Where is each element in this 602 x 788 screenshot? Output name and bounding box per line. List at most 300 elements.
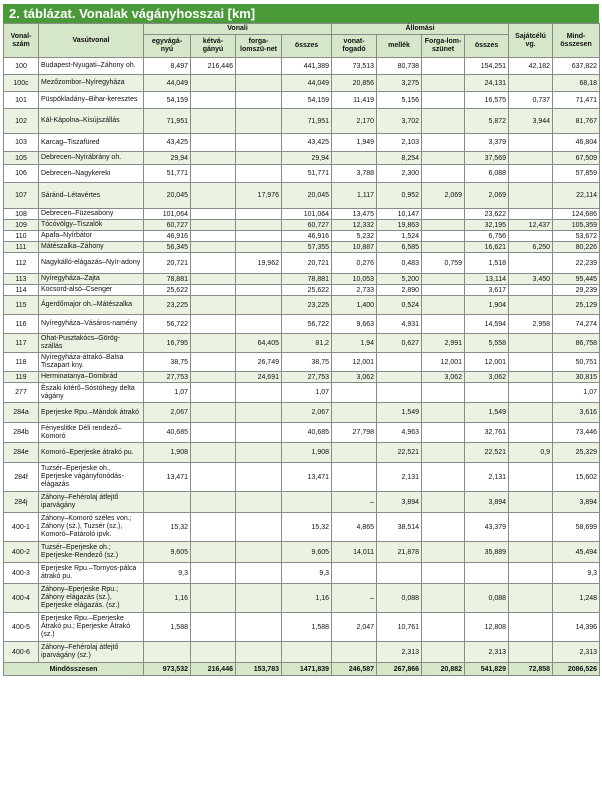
table-row — [4, 584, 600, 613]
table-row — [4, 642, 600, 663]
row-name: Debrecen–Nyírábrány oh. — [39, 152, 144, 165]
cell — [236, 513, 282, 542]
group-allomasi: Állomási — [332, 24, 509, 35]
cell: 24,131 — [465, 75, 509, 92]
cell: 46,804 — [553, 134, 600, 152]
cell — [509, 492, 553, 513]
cell — [236, 403, 282, 423]
cell — [236, 563, 282, 584]
cell: 3,788 — [332, 165, 377, 183]
cell — [191, 165, 236, 183]
cell: 27,753 — [282, 372, 332, 383]
cell: 44,049 — [282, 75, 332, 92]
cell — [509, 296, 553, 315]
cell: 3,944 — [509, 109, 553, 134]
cell — [191, 285, 236, 296]
row-id: 118 — [4, 353, 39, 372]
cell: 5,156 — [377, 92, 422, 109]
cell: 14,011 — [332, 542, 377, 563]
row-name: Záhony–Komoró széles von.; Záhony (sz.), Tuzsér (sz.), Komoró–Fatároló ipvk. — [39, 513, 144, 542]
table-row — [4, 109, 600, 134]
cell: 46,916 — [144, 231, 191, 242]
cell: 12,332 — [332, 220, 377, 231]
row-name: Mátészalka–Záhony — [39, 242, 144, 253]
cell — [332, 563, 377, 584]
cell: 1,117 — [332, 183, 377, 209]
cell: 12,808 — [465, 613, 509, 642]
cell: 16,575 — [465, 92, 509, 109]
cell: 29,94 — [282, 152, 332, 165]
cell: 8,254 — [377, 152, 422, 165]
table-body — [4, 58, 600, 663]
cell: 10,887 — [332, 242, 377, 253]
cell: – — [332, 492, 377, 513]
cell: 13,471 — [144, 463, 191, 492]
row-id: 100c — [4, 75, 39, 92]
cell: 0,759 — [422, 253, 465, 274]
total-cell: 2086,526 — [553, 663, 600, 676]
row-name: Záhony–Eperjeske Rpu.; Záhony elágazás (sz.), Eperjeske elágazás. (sz.) — [39, 584, 144, 613]
row-name: Mezőzombor–Nyíregyháza — [39, 75, 144, 92]
row-name: Eperjeske Rpu.–Eperjeske Átrakó pu.; Eperjeske Átrakó (sz.) — [39, 613, 144, 642]
row-name: Debrecen–Nagykereki — [39, 165, 144, 183]
cell: 56,345 — [144, 242, 191, 253]
cell — [422, 642, 465, 663]
cell: 4,931 — [377, 315, 422, 334]
cell — [422, 220, 465, 231]
cell: 5,558 — [465, 334, 509, 353]
row-id: 284j — [4, 492, 39, 513]
cell: 44,049 — [144, 75, 191, 92]
row-id: 103 — [4, 134, 39, 152]
cell: 0,483 — [377, 253, 422, 274]
col-ketvaganyu: kétvá-gányú — [191, 35, 236, 58]
cell — [422, 423, 465, 443]
cell — [422, 209, 465, 220]
cell: 22,114 — [553, 183, 600, 209]
cell — [191, 372, 236, 383]
row-id: 119 — [4, 372, 39, 383]
cell — [377, 563, 422, 584]
cell — [465, 383, 509, 403]
cell: 5,232 — [332, 231, 377, 242]
cell: 74,274 — [553, 315, 600, 334]
table-row — [4, 183, 600, 209]
cell: 2,069 — [465, 183, 509, 209]
cell: 78,881 — [282, 274, 332, 285]
cell — [236, 423, 282, 443]
cell: 14,594 — [465, 315, 509, 334]
cell — [191, 584, 236, 613]
cell — [509, 423, 553, 443]
cell — [191, 209, 236, 220]
cell — [191, 242, 236, 253]
cell: 29,94 — [144, 152, 191, 165]
cell: 54,159 — [282, 92, 332, 109]
cell — [191, 134, 236, 152]
row-id: 107 — [4, 183, 39, 209]
row-id: 106 — [4, 165, 39, 183]
table-row — [4, 463, 600, 492]
cell: 25,329 — [553, 443, 600, 463]
cell: 13,471 — [282, 463, 332, 492]
cell — [282, 492, 332, 513]
cell: 11,419 — [332, 92, 377, 109]
cell — [236, 296, 282, 315]
cell: 3,062 — [465, 372, 509, 383]
cell: 9,605 — [144, 542, 191, 563]
cell: 9,3 — [144, 563, 191, 584]
cell: 0,088 — [465, 584, 509, 613]
cell: 81,2 — [282, 334, 332, 353]
cell: 80,738 — [377, 58, 422, 75]
cell — [509, 584, 553, 613]
row-name: Apafa–Nyírbátor — [39, 231, 144, 242]
cell — [509, 542, 553, 563]
table-row — [4, 75, 600, 92]
cell: 5,200 — [377, 274, 422, 285]
cell: 101,064 — [144, 209, 191, 220]
cell: 0,737 — [509, 92, 553, 109]
cell: 2,313 — [465, 642, 509, 663]
cell: 2,131 — [377, 463, 422, 492]
cell: 4,963 — [377, 423, 422, 443]
cell — [282, 642, 332, 663]
cell — [236, 109, 282, 134]
cell: 23,225 — [282, 296, 332, 315]
cell: 51,771 — [144, 165, 191, 183]
cell: 73,513 — [332, 58, 377, 75]
total-cell: 246,587 — [332, 663, 377, 676]
cell: 13,475 — [332, 209, 377, 220]
table-row — [4, 403, 600, 423]
cell: 43,425 — [282, 134, 332, 152]
cell: 38,75 — [282, 353, 332, 372]
cell: 68,18 — [553, 75, 600, 92]
table-row — [4, 274, 600, 285]
cell: 2,067 — [282, 403, 332, 423]
cell: 10,761 — [377, 613, 422, 642]
col-osszes: összes — [282, 35, 332, 58]
row-name: Tuzsér–Eperjeske oh.; Eperjeske-Rendező (sz.) — [39, 542, 144, 563]
cell — [191, 513, 236, 542]
cell: 1,248 — [553, 584, 600, 613]
row-id: 109 — [4, 220, 39, 231]
cell: 3,062 — [332, 372, 377, 383]
cell — [509, 152, 553, 165]
cell: 17,976 — [236, 183, 282, 209]
cell: 0,524 — [377, 296, 422, 315]
cell: 15,602 — [553, 463, 600, 492]
cell — [144, 642, 191, 663]
cell: 0,952 — [377, 183, 422, 209]
total-cell: 153,783 — [236, 663, 282, 676]
cell: 8,497 — [144, 58, 191, 75]
cell — [509, 209, 553, 220]
cell — [422, 296, 465, 315]
cell — [422, 542, 465, 563]
col-mindosszesen: Mind-összesen — [553, 24, 600, 58]
cell: 60,727 — [144, 220, 191, 231]
cell — [422, 152, 465, 165]
cell: 2,313 — [553, 642, 600, 663]
row-name: Nagykálló-elágazás–Nyír-adony — [39, 253, 144, 274]
cell — [236, 613, 282, 642]
row-name: Tuzsér–Eperjeske oh., Eperjeske vágányfonódás-elágazás — [39, 463, 144, 492]
cell — [422, 231, 465, 242]
cell: 2,069 — [422, 183, 465, 209]
row-id: 284e — [4, 443, 39, 463]
cell — [191, 613, 236, 642]
cell: 51,771 — [282, 165, 332, 183]
table-row — [4, 220, 600, 231]
cell — [332, 403, 377, 423]
row-name: Fényeslitke Déli rendező–Komoró — [39, 423, 144, 443]
cell: 73,446 — [553, 423, 600, 443]
cell: 43,425 — [144, 134, 191, 152]
row-id: 400-5 — [4, 613, 39, 642]
total-label: Mindösszesen — [4, 663, 144, 676]
cell — [422, 463, 465, 492]
row-name: Kál-Kápolna–Kisújszállás — [39, 109, 144, 134]
cell: 12,001 — [332, 353, 377, 372]
table-row — [4, 296, 600, 315]
cell: 1,07 — [282, 383, 332, 403]
cell: 0,088 — [377, 584, 422, 613]
cell: 3,450 — [509, 274, 553, 285]
cell: 1,07 — [144, 383, 191, 403]
cell — [236, 542, 282, 563]
cell: 0,9 — [509, 443, 553, 463]
cell: 3,379 — [465, 134, 509, 152]
total-cell: 541,829 — [465, 663, 509, 676]
cell: 78,881 — [144, 274, 191, 285]
cell — [191, 274, 236, 285]
cell — [422, 613, 465, 642]
cell — [509, 183, 553, 209]
col-vonatfogado: vonat-fogadó — [332, 35, 377, 58]
cell: 71,951 — [144, 109, 191, 134]
cell — [509, 231, 553, 242]
table-row — [4, 383, 600, 403]
col-sajatcelu: Sajátcélú vg. — [509, 24, 553, 58]
table-row — [4, 315, 600, 334]
row-id: 100 — [4, 58, 39, 75]
cell: 23,225 — [144, 296, 191, 315]
row-name: Záhony–Fehérolaj átfejtő iparvágány — [39, 492, 144, 513]
cell — [191, 463, 236, 492]
cell: 19,863 — [377, 220, 422, 231]
cell: 0,276 — [332, 253, 377, 274]
row-name: Tócóvölgy–Tiszalök — [39, 220, 144, 231]
cell: 16,795 — [144, 334, 191, 353]
cell: 1,524 — [377, 231, 422, 242]
table-row — [4, 423, 600, 443]
cell: 13,114 — [465, 274, 509, 285]
table-row — [4, 285, 600, 296]
cell — [332, 152, 377, 165]
cell: 1,908 — [282, 443, 332, 463]
table-row — [4, 58, 600, 75]
total-row — [4, 663, 600, 676]
cell: 56,722 — [282, 315, 332, 334]
cell — [191, 334, 236, 353]
cell — [236, 463, 282, 492]
cell — [422, 563, 465, 584]
table-header — [4, 24, 600, 58]
row-name: Nyíregyháza–Zajta — [39, 274, 144, 285]
table-row — [4, 334, 600, 353]
total-cell: 1471,839 — [282, 663, 332, 676]
cell: 1,400 — [332, 296, 377, 315]
row-id: 117 — [4, 334, 39, 353]
cell: 81,767 — [553, 109, 600, 134]
cell — [377, 383, 422, 403]
cell: 20,856 — [332, 75, 377, 92]
table-row — [4, 209, 600, 220]
row-id: 400-3 — [4, 563, 39, 584]
table-row — [4, 253, 600, 274]
table-title: 2. táblázat. Vonalak vágányhosszai [km] — [3, 4, 599, 23]
cell: 4,865 — [332, 513, 377, 542]
cell — [422, 75, 465, 92]
group-vonali: Vonali — [144, 24, 332, 35]
row-id: 400-2 — [4, 542, 39, 563]
cell: 38,75 — [144, 353, 191, 372]
cell — [236, 285, 282, 296]
cell — [236, 220, 282, 231]
cell: 1,588 — [144, 613, 191, 642]
cell — [191, 231, 236, 242]
cell — [422, 242, 465, 253]
cell: 58,699 — [553, 513, 600, 542]
row-id: 116 — [4, 315, 39, 334]
cell: 22,521 — [377, 443, 422, 463]
cell: 30,815 — [553, 372, 600, 383]
cell — [422, 165, 465, 183]
cell: 124,686 — [553, 209, 600, 220]
total-cell: 72,858 — [509, 663, 553, 676]
cell — [236, 75, 282, 92]
col-vonalszam: Vonal-szám — [4, 24, 39, 58]
cell — [236, 315, 282, 334]
cell: 9,3 — [553, 563, 600, 584]
cell — [191, 492, 236, 513]
row-id: 277 — [4, 383, 39, 403]
cell — [509, 285, 553, 296]
cell: 2,047 — [332, 613, 377, 642]
cell: 60,727 — [282, 220, 332, 231]
cell — [377, 372, 422, 383]
cell: 1,518 — [465, 253, 509, 274]
cell — [236, 152, 282, 165]
cell: 6,756 — [465, 231, 509, 242]
row-name: Nyíregyháza–Vásáros-namény — [39, 315, 144, 334]
row-name: Eperjeske Rpu.–Tornyos-pálca átrakó pu. — [39, 563, 144, 584]
cell: 46,916 — [282, 231, 332, 242]
cell — [422, 492, 465, 513]
row-id: 111 — [4, 242, 39, 253]
col-forgalomszunet2: Forga-lom-szünet — [422, 35, 465, 58]
row-name: Püspökladány–Bihar-keresztes — [39, 92, 144, 109]
row-name: Eperjeske Rpu.–Mándok átrakó — [39, 403, 144, 423]
cell — [191, 75, 236, 92]
cell — [236, 92, 282, 109]
cell — [465, 563, 509, 584]
cell: 25,129 — [553, 296, 600, 315]
cell: 3,894 — [553, 492, 600, 513]
cell — [191, 315, 236, 334]
cell: 1,94 — [332, 334, 377, 353]
col-mellek: mellék — [377, 35, 422, 58]
cell: 35,889 — [465, 542, 509, 563]
table-row — [4, 152, 600, 165]
cell — [191, 542, 236, 563]
row-id: 115 — [4, 296, 39, 315]
cell: 50,751 — [553, 353, 600, 372]
cell: 40,685 — [282, 423, 332, 443]
track-length-table — [3, 23, 600, 676]
table-row — [4, 242, 600, 253]
cell — [422, 58, 465, 75]
row-id: 284a — [4, 403, 39, 423]
cell — [236, 383, 282, 403]
cell — [236, 642, 282, 663]
table-row — [4, 563, 600, 584]
cell: 29,239 — [553, 285, 600, 296]
cell: 2,733 — [332, 285, 377, 296]
cell: 2,170 — [332, 109, 377, 134]
cell: 9,3 — [282, 563, 332, 584]
table-row — [4, 613, 600, 642]
cell — [509, 383, 553, 403]
cell — [191, 152, 236, 165]
cell: 1,16 — [144, 584, 191, 613]
cell: 1,904 — [465, 296, 509, 315]
cell: 12,001 — [465, 353, 509, 372]
cell: – — [332, 584, 377, 613]
row-name: Debrecen–Füzesabony — [39, 209, 144, 220]
cell: 9,663 — [332, 315, 377, 334]
cell — [191, 423, 236, 443]
cell: 64,405 — [236, 334, 282, 353]
cell: 25,622 — [144, 285, 191, 296]
cell: 25,622 — [282, 285, 332, 296]
row-name: Sáránd–Létavértes — [39, 183, 144, 209]
cell: 19,962 — [236, 253, 282, 274]
table-row — [4, 372, 600, 383]
row-name: Karcag–Tiszafüred — [39, 134, 144, 152]
row-id: 114 — [4, 285, 39, 296]
cell — [422, 134, 465, 152]
cell: 10,147 — [377, 209, 422, 220]
row-name: Kocsord-alsó–Csenger — [39, 285, 144, 296]
cell: 26,749 — [236, 353, 282, 372]
cell — [509, 134, 553, 152]
cell: 86,758 — [553, 334, 600, 353]
cell — [236, 274, 282, 285]
cell: 1,16 — [282, 584, 332, 613]
cell: 6,585 — [377, 242, 422, 253]
cell: 20,045 — [282, 183, 332, 209]
total-cell: 973,532 — [144, 663, 191, 676]
cell — [332, 443, 377, 463]
cell: 637,822 — [553, 58, 600, 75]
cell: 1,908 — [144, 443, 191, 463]
cell — [422, 403, 465, 423]
cell — [509, 372, 553, 383]
table-row — [4, 542, 600, 563]
